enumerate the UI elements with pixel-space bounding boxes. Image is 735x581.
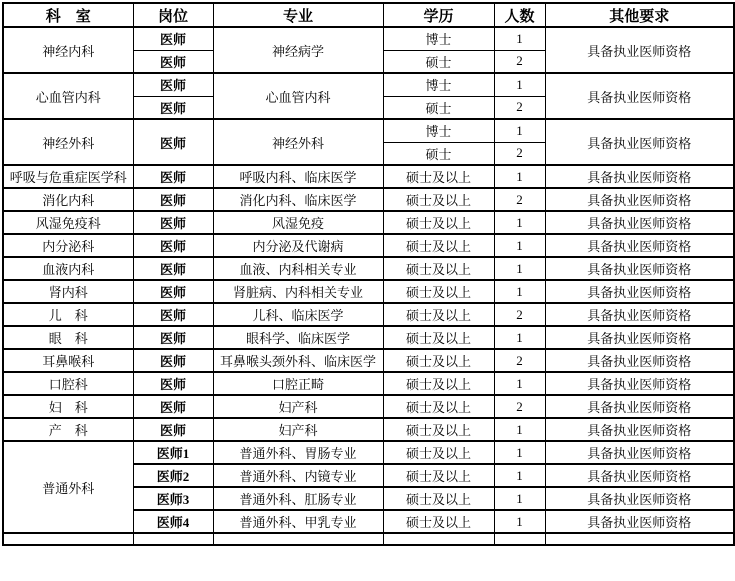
count-cell: 1 [494, 27, 545, 50]
count-cell: 2 [494, 142, 545, 165]
position-cell: 医师3 [133, 487, 213, 510]
count-cell: 1 [494, 510, 545, 533]
table-row [3, 418, 734, 441]
count-cell: 1 [494, 441, 545, 464]
table-row [3, 441, 734, 464]
requirement-cell: 具备执业医师资格 [545, 211, 734, 234]
specialty-cell: 普通外科、肛肠专业 [213, 487, 383, 510]
requirement-cell: 具备执业医师资格 [545, 234, 734, 257]
degree-cell: 博士 [383, 119, 494, 142]
specialty-cell: 儿科、临床医学 [213, 303, 383, 326]
degree-cell: 硕士及以上 [383, 510, 494, 533]
department-cell: 血液内科 [3, 257, 133, 280]
column-header-position: 岗位 [133, 3, 213, 27]
empty-cell [133, 533, 213, 545]
degree-cell: 硕士及以上 [383, 441, 494, 464]
count-cell: 1 [494, 211, 545, 234]
requirement-cell: 具备执业医师资格 [545, 349, 734, 372]
department-cell: 产 科 [3, 418, 133, 441]
department-cell: 耳鼻喉科 [3, 349, 133, 372]
requirement-cell: 具备执业医师资格 [545, 510, 734, 533]
department-cell: 普通外科 [3, 441, 133, 533]
position-cell: 医师 [133, 50, 213, 73]
degree-cell: 硕士及以上 [383, 165, 494, 188]
degree-cell: 硕士及以上 [383, 326, 494, 349]
department-cell: 风湿免疫科 [3, 211, 133, 234]
degree-cell: 硕士及以上 [383, 303, 494, 326]
position-cell: 医师 [133, 395, 213, 418]
specialty-cell: 妇产科 [213, 395, 383, 418]
requirement-cell: 具备执业医师资格 [545, 280, 734, 303]
position-cell: 医师 [133, 119, 213, 165]
count-cell: 1 [494, 464, 545, 487]
count-cell: 1 [494, 418, 545, 441]
table-body [3, 27, 734, 545]
requirement-cell: 具备执业医师资格 [545, 326, 734, 349]
table-row [3, 188, 734, 211]
department-cell: 神经内科 [3, 27, 133, 73]
position-cell: 医师4 [133, 510, 213, 533]
empty-cell [213, 533, 383, 545]
table-row [3, 349, 734, 372]
degree-cell: 博士 [383, 27, 494, 50]
position-cell: 医师 [133, 188, 213, 211]
requirement-cell: 具备执业医师资格 [545, 395, 734, 418]
count-cell: 2 [494, 349, 545, 372]
empty-cell [3, 533, 133, 545]
specialty-cell: 消化内科、临床医学 [213, 188, 383, 211]
table-row [3, 73, 734, 96]
degree-cell: 硕士及以上 [383, 464, 494, 487]
position-cell: 医师 [133, 372, 213, 395]
requirement-cell: 具备执业医师资格 [545, 257, 734, 280]
empty-cell [383, 533, 494, 545]
header-row [3, 3, 734, 27]
position-cell: 医师 [133, 418, 213, 441]
specialty-cell: 普通外科、内镜专业 [213, 464, 383, 487]
degree-cell: 硕士及以上 [383, 349, 494, 372]
position-cell: 医师 [133, 280, 213, 303]
count-cell: 1 [494, 165, 545, 188]
department-cell: 口腔科 [3, 372, 133, 395]
table-row [3, 303, 734, 326]
partial-clipped-row [3, 533, 734, 545]
department-cell: 眼 科 [3, 326, 133, 349]
degree-cell: 硕士及以上 [383, 257, 494, 280]
requirement-cell: 具备执业医师资格 [545, 441, 734, 464]
empty-cell [545, 533, 734, 545]
specialty-cell: 眼科学、临床医学 [213, 326, 383, 349]
department-cell: 呼吸与危重症医学科 [3, 165, 133, 188]
count-cell: 1 [494, 372, 545, 395]
table-row [3, 372, 734, 395]
specialty-cell: 血液、内科相关专业 [213, 257, 383, 280]
specialty-cell: 内分泌及代谢病 [213, 234, 383, 257]
position-cell: 医师1 [133, 441, 213, 464]
degree-cell: 硕士 [383, 50, 494, 73]
table-row [3, 165, 734, 188]
specialty-cell: 神经外科 [213, 119, 383, 165]
requirement-cell: 具备执业医师资格 [545, 464, 734, 487]
degree-cell: 硕士及以上 [383, 188, 494, 211]
count-cell: 2 [494, 303, 545, 326]
degree-cell: 硕士及以上 [383, 418, 494, 441]
specialty-cell: 风湿免疫 [213, 211, 383, 234]
position-cell: 医师 [133, 27, 213, 50]
degree-cell: 硕士及以上 [383, 395, 494, 418]
department-cell: 儿 科 [3, 303, 133, 326]
requirement-cell: 具备执业医师资格 [545, 119, 734, 165]
position-cell: 医师 [133, 165, 213, 188]
specialty-cell: 心血管内科 [213, 73, 383, 119]
position-cell: 医师 [133, 234, 213, 257]
table-row [3, 395, 734, 418]
column-header-specialty: 专业 [213, 3, 383, 27]
count-cell: 1 [494, 73, 545, 96]
position-cell: 医师 [133, 73, 213, 96]
column-header-requirement: 其他要求 [545, 3, 734, 27]
requirement-cell: 具备执业医师资格 [545, 372, 734, 395]
department-cell: 神经外科 [3, 119, 133, 165]
table-row [3, 234, 734, 257]
empty-cell [494, 533, 545, 545]
count-cell: 2 [494, 188, 545, 211]
position-cell: 医师 [133, 326, 213, 349]
specialty-cell: 普通外科、胃肠专业 [213, 441, 383, 464]
degree-cell: 硕士 [383, 142, 494, 165]
count-cell: 1 [494, 280, 545, 303]
requirement-cell: 具备执业医师资格 [545, 188, 734, 211]
specialty-cell: 肾脏病、内科相关专业 [213, 280, 383, 303]
column-header-degree: 学历 [383, 3, 494, 27]
department-cell: 心血管内科 [3, 73, 133, 119]
position-cell: 医师 [133, 303, 213, 326]
specialty-cell: 呼吸内科、临床医学 [213, 165, 383, 188]
position-cell: 医师 [133, 96, 213, 119]
requirement-cell: 具备执业医师资格 [545, 303, 734, 326]
department-cell: 内分泌科 [3, 234, 133, 257]
requirement-cell: 具备执业医师资格 [545, 487, 734, 510]
position-cell: 医师 [133, 349, 213, 372]
department-cell: 妇 科 [3, 395, 133, 418]
degree-cell: 硕士及以上 [383, 280, 494, 303]
specialty-cell: 耳鼻喉头颈外科、临床医学 [213, 349, 383, 372]
degree-cell: 硕士及以上 [383, 372, 494, 395]
table-row [3, 257, 734, 280]
position-cell: 医师 [133, 211, 213, 234]
specialty-cell: 妇产科 [213, 418, 383, 441]
degree-cell: 硕士及以上 [383, 211, 494, 234]
specialty-cell: 口腔正畸 [213, 372, 383, 395]
table-row [3, 27, 734, 50]
requirement-cell: 具备执业医师资格 [545, 27, 734, 73]
table-row [3, 326, 734, 349]
specialty-cell: 普通外科、甲乳专业 [213, 510, 383, 533]
table-row [3, 280, 734, 303]
table-row [3, 119, 734, 142]
degree-cell: 硕士及以上 [383, 487, 494, 510]
table-row [3, 211, 734, 234]
position-cell: 医师 [133, 257, 213, 280]
count-cell: 2 [494, 395, 545, 418]
degree-cell: 硕士及以上 [383, 234, 494, 257]
count-cell: 1 [494, 326, 545, 349]
count-cell: 2 [494, 50, 545, 73]
department-cell: 消化内科 [3, 188, 133, 211]
requirement-cell: 具备执业医师资格 [545, 165, 734, 188]
count-cell: 1 [494, 119, 545, 142]
specialty-cell: 神经病学 [213, 27, 383, 73]
requirement-cell: 具备执业医师资格 [545, 73, 734, 119]
count-cell: 1 [494, 487, 545, 510]
count-cell: 1 [494, 234, 545, 257]
count-cell: 1 [494, 257, 545, 280]
position-cell: 医师2 [133, 464, 213, 487]
requirement-cell: 具备执业医师资格 [545, 418, 734, 441]
column-header-department: 科 室 [3, 3, 133, 27]
degree-cell: 博士 [383, 73, 494, 96]
degree-cell: 硕士 [383, 96, 494, 119]
column-header-count: 人数 [494, 3, 545, 27]
recruitment-positions-table [2, 2, 735, 546]
department-cell: 肾内科 [3, 280, 133, 303]
count-cell: 2 [494, 96, 545, 119]
